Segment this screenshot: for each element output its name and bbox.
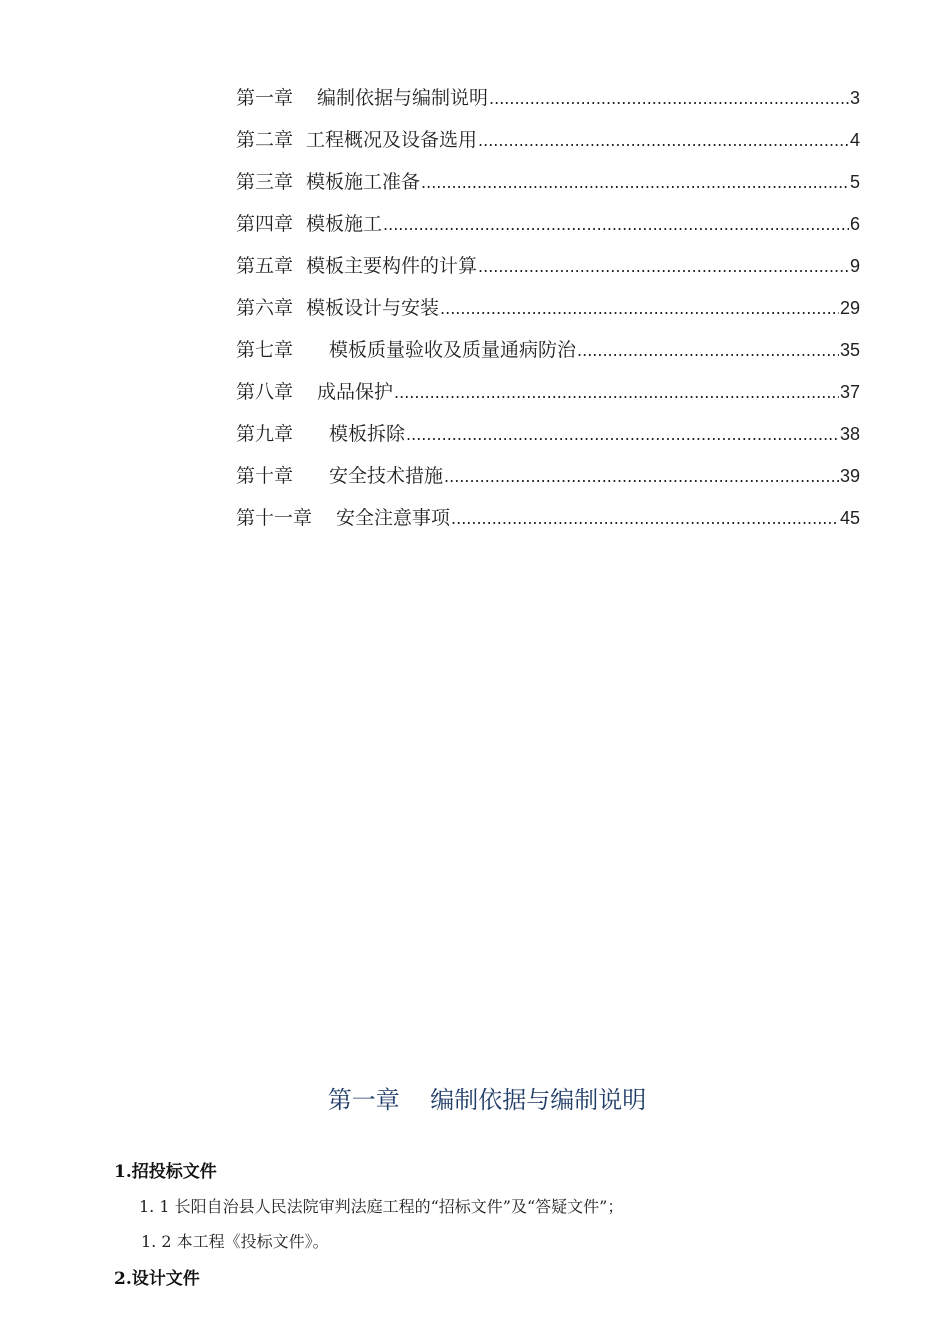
toc-entry[interactable] xyxy=(236,460,860,502)
toc-chapter-number: 第五章 xyxy=(236,255,294,277)
toc-page-number: 45 xyxy=(839,508,860,528)
toc-chapter-title: 编制依据与编制说明 xyxy=(317,87,489,109)
toc-entry[interactable] xyxy=(236,292,860,334)
toc-page-number: 37 xyxy=(839,382,860,402)
section-item: 1. 1 长阳自治县人民法院审判法庭工程的“招标文件”及“答疑文件”； xyxy=(139,1197,624,1216)
chapter-heading xyxy=(0,1080,950,1115)
toc-leader-dots xyxy=(406,419,839,451)
toc-leader-dots xyxy=(451,503,839,535)
section-heading-bidding-documents: 1.招投标文件 xyxy=(114,1162,217,1182)
toc-chapter-title: 安全注意事项 xyxy=(336,507,451,529)
toc-entry[interactable] xyxy=(236,124,860,166)
toc-page-number: 35 xyxy=(839,340,860,360)
toc-page-number: 4 xyxy=(849,130,860,150)
toc-chapter-number: 第十章 xyxy=(236,465,294,487)
toc-leader-dots xyxy=(440,293,839,325)
toc-chapter-title: 模板设计与安装 xyxy=(306,297,440,319)
toc-chapter-number: 第三章 xyxy=(236,171,294,193)
toc-page-number: 5 xyxy=(849,172,860,192)
table-of-contents xyxy=(236,82,860,544)
toc-leader-dots xyxy=(444,461,839,493)
toc-chapter-number: 第六章 xyxy=(236,297,294,319)
toc-entry[interactable] xyxy=(236,250,860,292)
toc-page-number: 9 xyxy=(849,256,860,276)
toc-entry[interactable] xyxy=(236,334,860,376)
toc-page-number: 39 xyxy=(839,466,860,486)
toc-chapter-title: 安全技术措施 xyxy=(329,465,444,487)
toc-page-number: 29 xyxy=(839,298,860,318)
toc-chapter-number: 第十一章 xyxy=(236,507,313,529)
toc-chapter-title: 模板质量验收及质量通病防治 xyxy=(329,339,577,361)
toc-chapter-number: 第七章 xyxy=(236,339,294,361)
toc-chapter-title: 模板施工准备 xyxy=(306,171,421,193)
chapter-heading-title: 编制依据与编制说明 xyxy=(430,1086,647,1114)
section-heading-design-documents: 2.设计文件 xyxy=(114,1269,200,1289)
toc-entry[interactable] xyxy=(236,376,860,418)
toc-leader-dots xyxy=(478,125,849,157)
toc-chapter-number: 第四章 xyxy=(236,213,294,235)
toc-leader-dots xyxy=(489,83,849,115)
toc-chapter-number: 第八章 xyxy=(236,381,294,403)
section-item: 1. 2 本工程《投标文件》。 xyxy=(141,1232,329,1251)
toc-chapter-number: 第二章 xyxy=(236,129,294,151)
toc-leader-dots xyxy=(478,251,849,283)
toc-entry[interactable] xyxy=(236,82,860,124)
toc-page-number: 6 xyxy=(849,214,860,234)
toc-entry[interactable] xyxy=(236,166,860,208)
toc-leader-dots xyxy=(421,167,849,199)
toc-chapter-number: 第一章 xyxy=(236,87,294,109)
toc-chapter-title: 成品保护 xyxy=(317,381,394,403)
toc-leader-dots xyxy=(383,209,849,241)
toc-chapter-title: 模板主要构件的计算 xyxy=(306,255,478,277)
toc-leader-dots xyxy=(394,377,839,409)
toc-entry[interactable] xyxy=(236,502,860,544)
toc-entry[interactable] xyxy=(236,418,860,460)
toc-page-number: 3 xyxy=(849,88,860,108)
toc-page-number: 38 xyxy=(839,424,860,444)
toc-entry[interactable] xyxy=(236,208,860,250)
toc-chapter-title: 模板施工 xyxy=(306,213,383,235)
toc-chapter-title: 模板拆除 xyxy=(329,423,406,445)
toc-leader-dots xyxy=(577,335,839,367)
toc-chapter-title: 工程概况及设备选用 xyxy=(306,129,478,151)
toc-chapter-number: 第九章 xyxy=(236,423,294,445)
chapter-heading-number: 第一章 xyxy=(327,1086,400,1114)
